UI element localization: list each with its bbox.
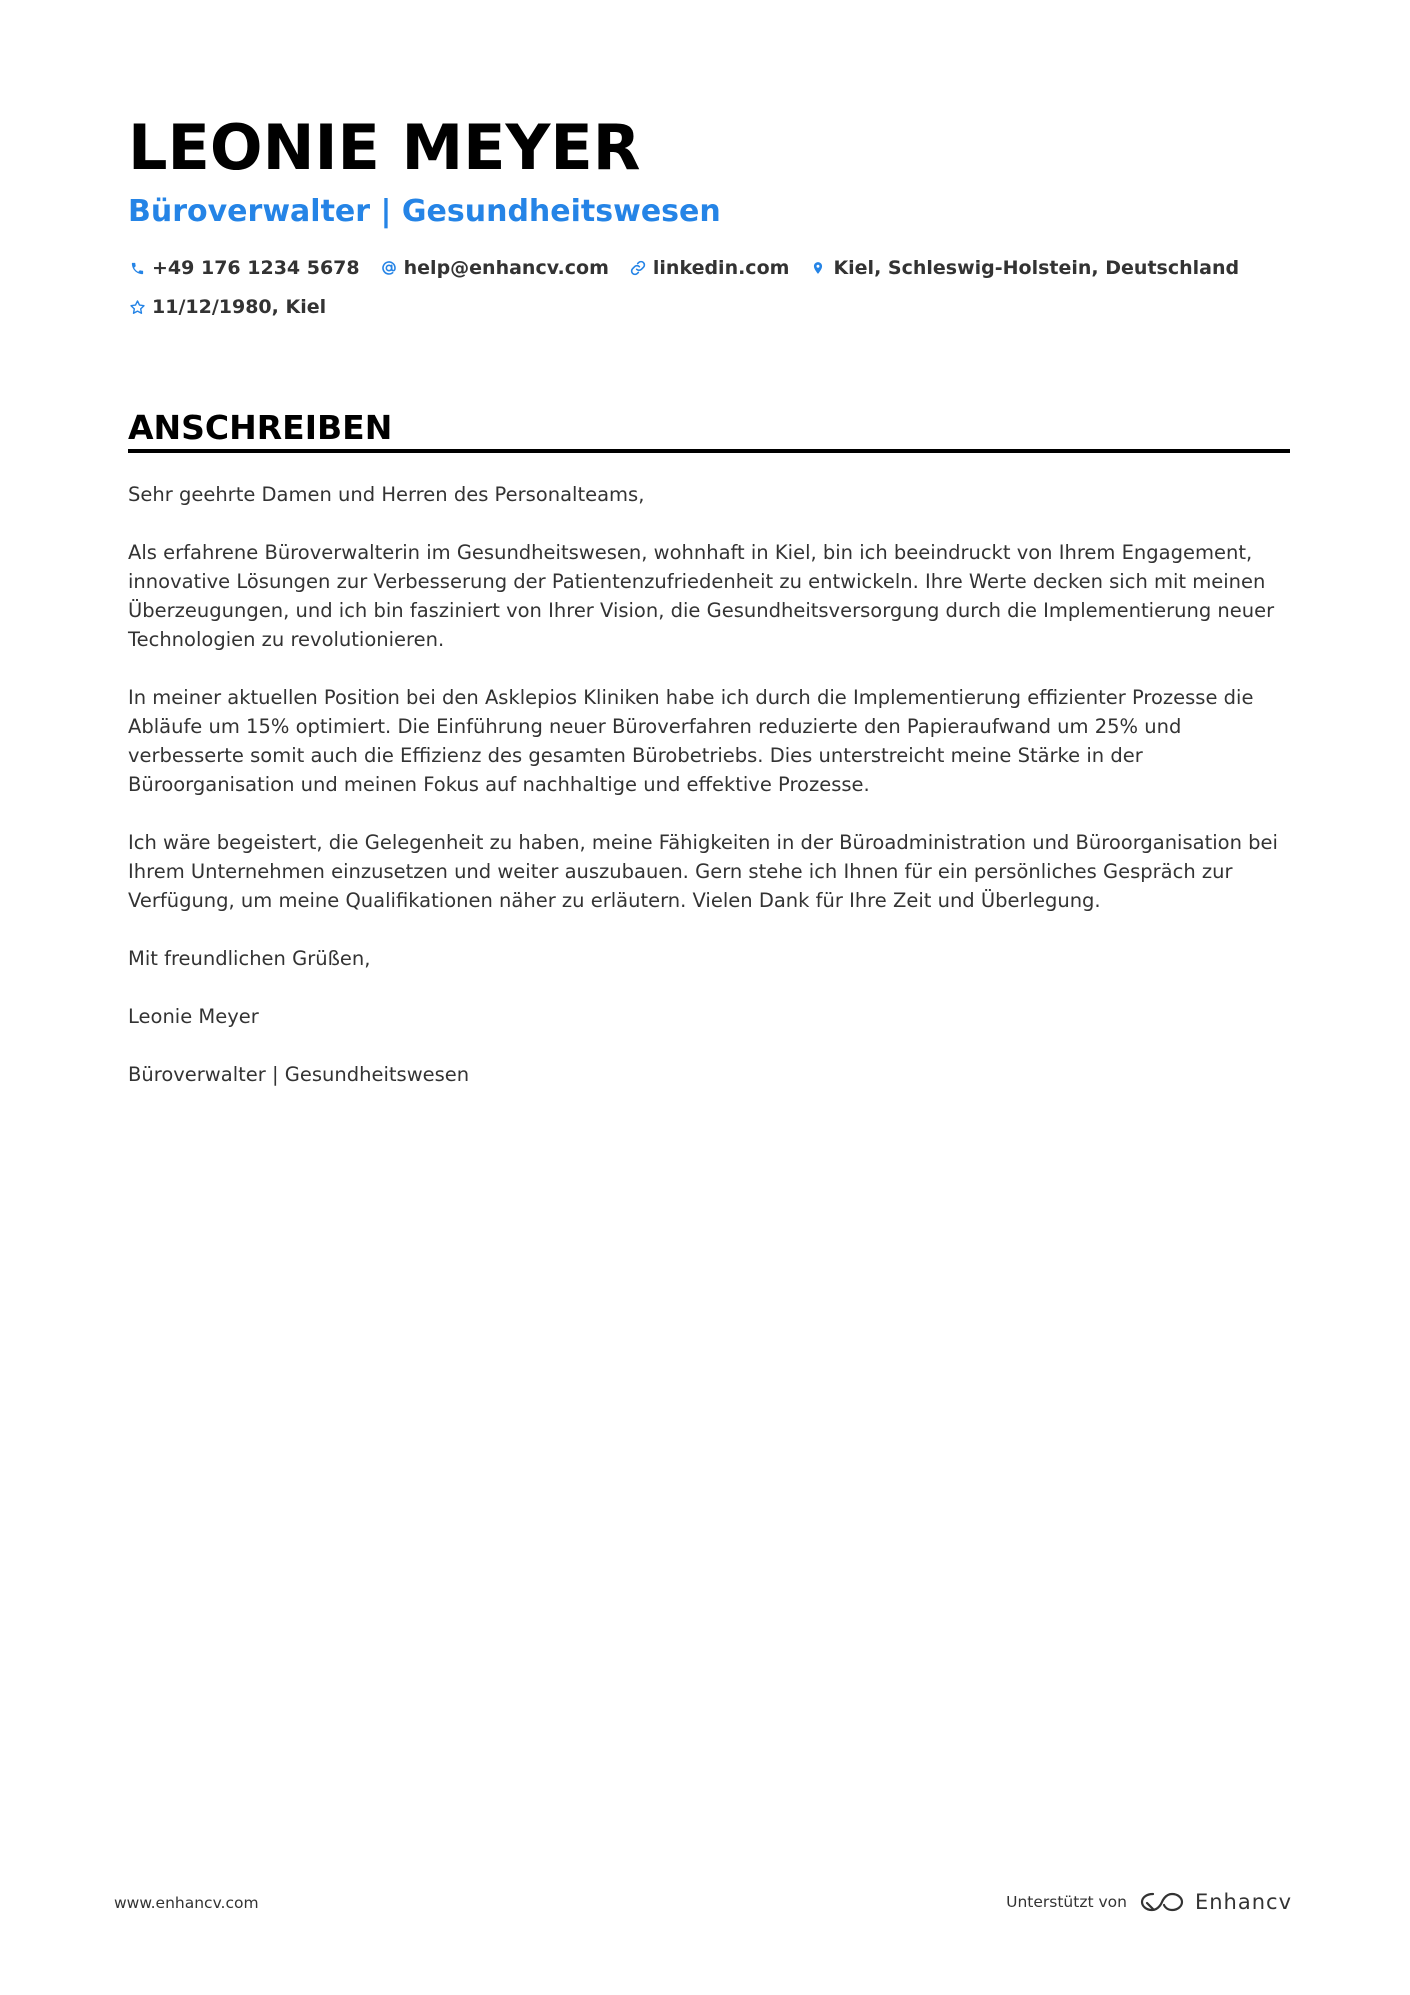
linkedin-text: linkedin.com xyxy=(652,257,790,279)
letter-body xyxy=(128,480,1294,1118)
footer-website[interactable]: www.enhancv.com xyxy=(114,1894,259,1912)
phone-icon xyxy=(128,259,146,277)
footer-branding[interactable] xyxy=(1006,1882,1292,1922)
phone-text: +49 176 1234 5678 xyxy=(152,257,360,279)
star-icon xyxy=(128,298,146,316)
birth-text: 11/12/1980, Kiel xyxy=(152,296,327,318)
applicant-name: LEONIE MEYER xyxy=(128,111,641,184)
at-icon xyxy=(380,259,398,277)
contact-location xyxy=(809,257,1239,279)
signature-name: Leonie Meyer xyxy=(128,1005,259,1028)
contact-birth xyxy=(128,296,326,318)
location-pin-icon xyxy=(809,259,827,277)
contact-linkedin[interactable] xyxy=(629,257,790,279)
contact-email[interactable] xyxy=(380,257,609,279)
section-divider xyxy=(128,449,1290,453)
link-icon xyxy=(629,259,647,277)
email-text: help@enhancv.com xyxy=(403,257,609,279)
letter-closing: Mit freundlichen Grüßen, xyxy=(128,947,371,970)
contact-row-birth xyxy=(128,293,346,321)
brand-name: Enhancv xyxy=(1194,1890,1292,1914)
contact-phone xyxy=(128,257,360,279)
applicant-role: Büroverwalter | Gesundheitswesen xyxy=(128,194,721,229)
letter-paragraph: In meiner aktuellen Position bei den Asklepios Kliniken habe ich durch die Implementierung effizienter Prozesse die Abläufe um 15% optimiert. Die Einführung neuer Büroverfahren reduzierte den Papieraufwand um 25% und verbesserte somit auch die Effizienz des gesamten Bürobetriebs. Dies unterstreicht meine Stärke in der Büroorganisation und meinen Fokus auf nachhaltige und effektive Prozesse. xyxy=(128,686,1254,796)
letter-paragraph: Als erfahrene Büroverwalterin im Gesundheitswesen, wohnhaft in Kiel, bin ich beeindruckt von Ihrem Engagement, innovative Lösungen zur Verbesserung der Patientenzufriedenheit zu entwickeln. Ihre Werte decken sich mit meinen Überzeugungen, und ich bin fasziniert von Ihrer Vision, die Gesundheitsversorgung durch die Implementierung neuer Technologien zu revolutionieren. xyxy=(128,541,1275,651)
letter-salutation: Sehr geehrte Damen und Herren des Personalteams, xyxy=(128,483,645,506)
section-title: ANSCHREIBEN xyxy=(128,408,393,447)
powered-by-label: Unterstützt von xyxy=(1006,1893,1127,1911)
contact-row xyxy=(128,254,1259,282)
enhancv-logo-icon xyxy=(1139,1889,1185,1915)
letter-paragraph: Ich wäre begeistert, die Gelegenheit zu haben, meine Fähigkeiten in der Büroadministration und Büroorganisation bei Ihrem Unternehmen einzusetzen und weiter auszubauen. Gern stehe ich Ihnen für ein persönliches Gespräch zur Verfügung, um meine Qualifikationen näher zu erläutern. Vielen Dank für Ihre Zeit und Überlegung. xyxy=(128,831,1278,912)
location-text: Kiel, Schleswig-Holstein, Deutschland xyxy=(833,257,1240,279)
signature-role: Büroverwalter | Gesundheitswesen xyxy=(128,1063,470,1086)
